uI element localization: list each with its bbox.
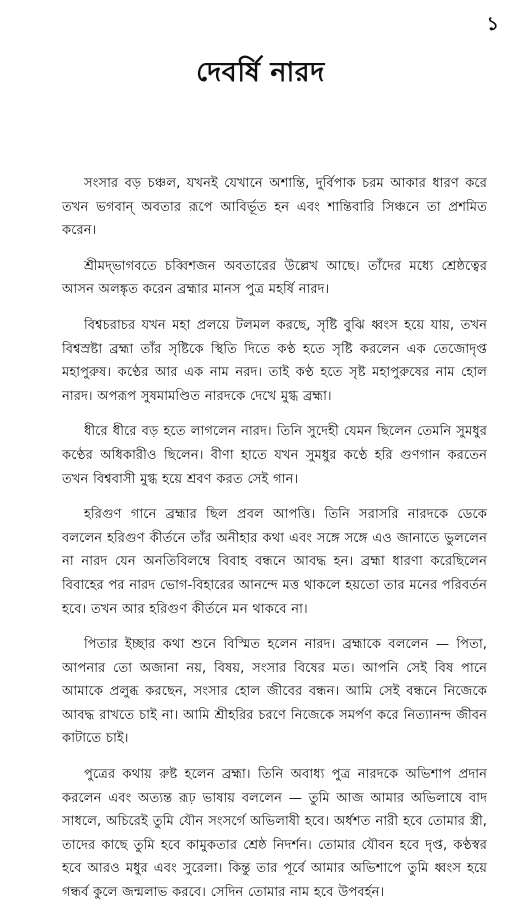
page-number: ১ [486, 13, 499, 35]
paragraph: পুত্রের কথায় রুষ্ট হলেন ব্রহ্মা। তিনি অবাধ্য পুত্র নারদকে অভিশাপ প্রদান করলেন এবং অত্যন্ত রূঢ় ভাষায় বললেন — তুমি আজ আমার অভিলাষে বাদ সাধলে, অচিরেই তুমি যৌন সংসর্গে অভিলাষী হবে। অর্ধশত নারী হবে তোমার স্ত্রী, তাদের কাছে তুমি হবে কামুকতার শ্রেষ্ঠ নিদর্শন। তোমার যৌবন হবে দৃপ্ত, কণ্ঠস্বর হবে আরও মধুর এবং সুরেলা। কিন্তু তার পূর্বে আমার অভিশাপে তুমি ধ্বংস হয়ে গন্ধর্ব কুলে জন্মলাভ করবে। সেদিন তোমার নাম হবে উপবর্হন। [62, 767, 487, 901]
paragraph: হরিগুণ গানে ব্রহ্মার ছিল প্রবল আপত্তি। তিনি সরাসরি নারদকে ডেকে বললেন হরিগুণ কীর্তনে তাঁর অনীহার কথা এবং সঙ্গে সঙ্গে এও জানাতে ভুললেন না নারদ যেন অনতিবিলম্বে বিবাহ বন্ধনে আবদ্ধ হন। ব্রহ্মা ধারণা করেছিলেন বিবাহের পর নারদ ভোগ-বিহারের আনন্দে মত্ত থাকলে হয়তো তার মনের পরিবর্তন হবে। তখন আর হরিগুণ কীর্তনে মন থাকবে না। [62, 507, 487, 617]
paragraph: শ্রীমদ্‌ভাগবতে চব্বিশজন অবতারের উল্লেখ আছে। তাঁদের মধ্যে শ্রেষ্ঠত্বের আসন অলঙ্কৃত করেন ব্রহ্মার মানস পুত্র মহর্ষি নারদ। [62, 258, 487, 298]
paragraph: বিশ্বচরাচর যখন মহা প্রলয়ে টলমল করছে, সৃষ্টি বুঝি ধ্বংস হয়ে যায়, তখন বিশ্বস্রষ্টা ব্রহ্মা তাঁর সৃষ্টিকে স্থিতি দিতে কণ্ঠ হতে সৃষ্টি করলেন এক তেজোদৃপ্ত মহাপুরুষ। কণ্ঠের আর এক নাম নরদ। তাই কণ্ঠ হতে সৃষ্ট মহাপুরুষের নাম হোল নারদ। অপরূপ সুষমামণ্ডিত নারদকে দেখে মুগ্ধ ব্রহ্মা। [62, 317, 487, 404]
paragraph: সংসার বড় চঞ্চল, যখনই যেখানে অশান্তি, দুর্বিপাক চরম আকার ধারণ করে তখন ভগবান্ অবতার রূপে আবির্ভূত হন এবং শান্তিবারি সিঞ্চনে তা প্রশমিত করেন। [62, 176, 487, 239]
paragraph: পিতার ইচ্ছার কথা শুনে বিস্মিত হলেন নারদ। ব্রহ্মাকে বললেন — পিতা, আপনার তো অজানা নয়, বিষয়, সংসার বিষের মত। আপনি সেই বিষ পানে আমাকে প্রলুব্ধ করছেন, সংসার হোল জীবের বন্ধন। আমি সেই বন্ধনে নিজেকে আবদ্ধ রাখতে চাই না। আমি শ্রীহরির চরণে নিজেকে সমর্পণ করে নিত্যানন্দ জীবন কাটাতে চাই। [62, 637, 487, 747]
chapter-body [62, 172, 487, 917]
chapter-title: দেবর্ষি নারদ [196, 57, 325, 88]
paragraph: ধীরে ধীরে বড় হতে লাগলেন নারদ। তিনি সুদেহী যেমন ছিলেন তেমনি সুমধুর কণ্ঠের অধিকারীও ছিলেন। বীণা হাতে যখন সুমধুর কণ্ঠে হরি গুণগান করতেন তখন বিশ্ববাসী মুগ্ধ হয়ে শ্রবণ করত সেই গান। [62, 424, 487, 487]
